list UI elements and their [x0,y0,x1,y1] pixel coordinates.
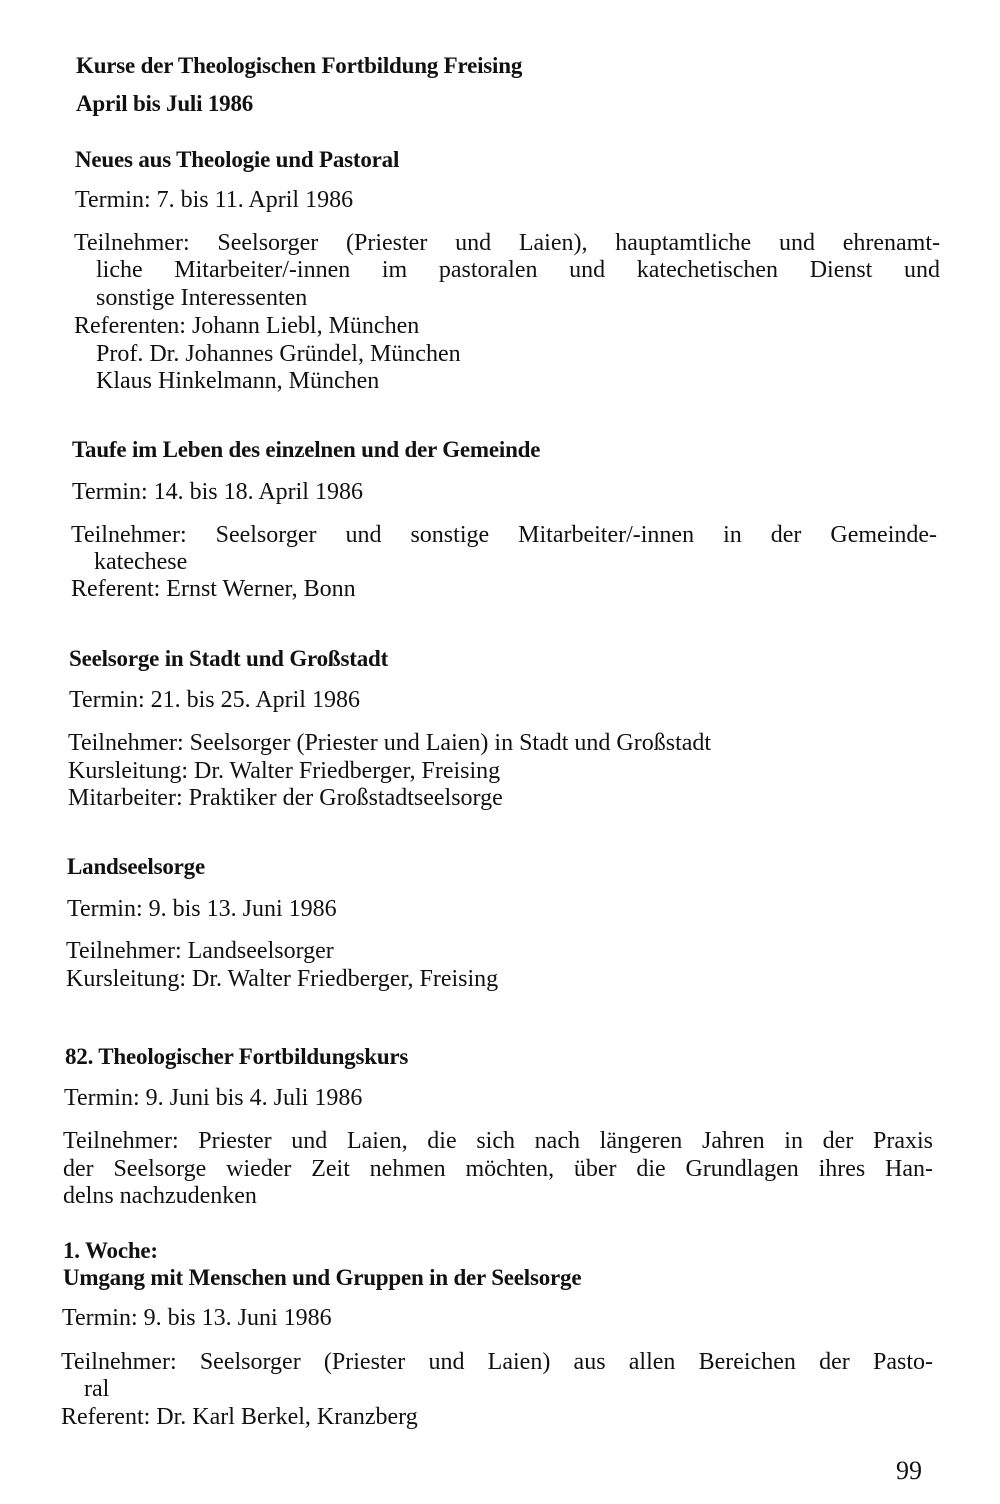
document-subtitle: April bis Juli 1986 [76,91,254,116]
course-teilnehmer-line: ral [84,1376,110,1402]
course-week: 1. Woche: [63,1238,158,1263]
course-teilnehmer-line: katechese [94,549,188,575]
course-title: Umgang mit Menschen und Gruppen in der Seelsorge [63,1265,582,1290]
course-title: 82. Theologischer Fortbildungskurs [65,1044,409,1069]
course-title: Neues aus Theologie und Pastoral [75,147,400,172]
document-title: Kurse der Theologischen Fortbildung Freising [76,53,523,78]
course-termin: Termin: 21. bis 25. April 1986 [69,687,360,713]
course-teilnehmer-line: liche Mitarbeiter/-innen im pastoralen und katechetischen Dienst und [96,257,940,283]
course-title: Seelsorge in Stadt und Großstadt [69,646,389,671]
course-teilnehmer-line: Teilnehmer: Seelsorger und sonstige Mitarbeiter/-innen in der Gemeinde- [71,522,937,548]
course-teilnehmer-line: der Seelsorge wieder Zeit nehmen möchten, über die Grundlagen ihres Han- [63,1156,933,1182]
course-teilnehmer-line: sonstige Interessenten [96,285,308,311]
course-kursleitung: Kursleitung: Dr. Walter Friedberger, Freising [66,966,499,992]
course-kursleitung: Kursleitung: Dr. Walter Friedberger, Freising [68,758,501,784]
course-referenten-line: Referenten: Johann Liebl, München [74,313,420,339]
course-referenten-line: Prof. Dr. Johannes Gründel, München [96,341,461,367]
course-termin: Termin: 9. bis 13. Juni 1986 [62,1305,332,1331]
course-teilnehmer-line: Teilnehmer: Seelsorger (Priester und Laien), hauptamtliche und ehrenamt- [74,230,940,256]
course-teilnehmer: Teilnehmer: Landseelsorger [66,938,334,964]
course-referent: Referent: Dr. Karl Berkel, Kranzberg [61,1404,418,1430]
course-referenten-line: Klaus Hinkelmann, München [96,368,380,394]
course-teilnehmer: Teilnehmer: Seelsorger (Priester und Laien) in Stadt und Großstadt [68,730,712,756]
course-teilnehmer-line: delns nachzudenken [63,1183,257,1209]
page-number: 99 [896,1456,922,1485]
course-termin: Termin: 9. bis 13. Juni 1986 [67,896,337,922]
course-teilnehmer-line: Teilnehmer: Seelsorger (Priester und Laien) aus allen Bereichen der Pasto- [61,1349,933,1375]
course-title: Landseelsorge [67,854,205,879]
course-title: Taufe im Leben des einzelnen und der Gemeinde [72,437,541,462]
course-mitarbeiter: Mitarbeiter: Praktiker der Großstadtseelsorge [68,785,503,811]
course-termin: Termin: 7. bis 11. April 1986 [75,187,354,213]
course-termin: Termin: 14. bis 18. April 1986 [72,479,363,505]
course-teilnehmer-line: Teilnehmer: Priester und Laien, die sich nach längeren Jahren in der Praxis [63,1128,933,1154]
course-termin: Termin: 9. Juni bis 4. Juli 1986 [64,1085,363,1111]
course-referent: Referent: Ernst Werner, Bonn [71,576,356,602]
